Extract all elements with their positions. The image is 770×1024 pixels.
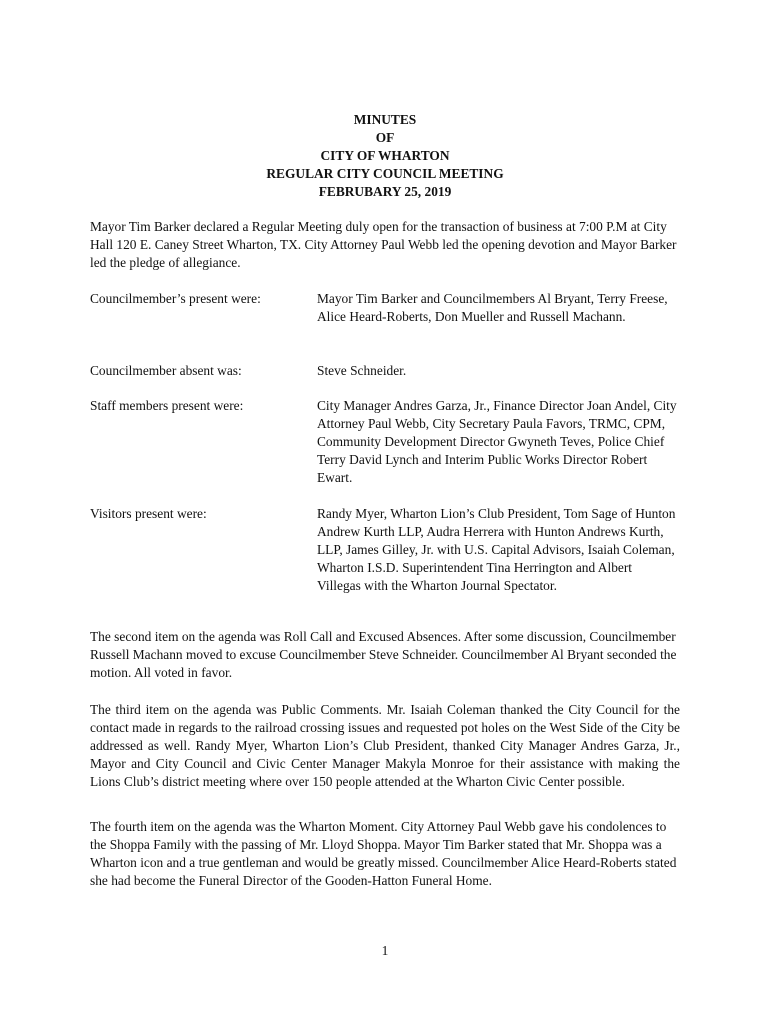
attendance-label: Staff members present were: [90, 398, 244, 413]
attendance-label: Councilmember absent was: [90, 363, 242, 378]
attendance-value: Steve Schneider. [317, 363, 407, 378]
intro-paragraph: Mayor Tim Barker declared a Regular Meeting duly open for the transaction of business at 7:00 P.M at City Hall 120 E. Caney Street Wharton, TX. City Attorney Paul Webb led the opening devotion and Mayor Barker led the pledge of allegiance. [90, 219, 677, 270]
attendance-value: Randy Myer, Wharton Lion’s Club President, Tom Sage of Hunton Andrew Kurth LLP, Audra Herrera with Hunton Andrews Kurth, LLP, James Gilley, Jr. with U.S. Capital Advisors, Isaiah Coleman, Wharton I.S.D. Superintendent Tina Herrington and Albert Villegas with the Wharton Journal Spectator. [317, 506, 676, 593]
fourth-item-paragraph: The fourth item on the agenda was the Wharton Moment. City Attorney Paul Webb gave his condolences to the Shoppa Family with the passing of Mr. Lloyd Shoppa. Mayor Tim Barker stated that Mr. Shoppa was a Wharton icon and a true gentleman and would be greatly missed. Councilmember Alice Heard-Roberts stated she had become the Funeral Director of the Gooden-Hatton Funeral Home. [90, 819, 677, 888]
page-number: 1 [381, 943, 389, 958]
attendance-label: Councilmember’s present were: [90, 291, 261, 306]
minutes-heading [0, 111, 770, 201]
attendance-label: Visitors present were: [90, 506, 207, 521]
heading-line-date: FEBRUBARY 25, 2019 [318, 184, 452, 199]
attendance-value: Mayor Tim Barker and Councilmembers Al Bryant, Terry Freese, Alice Heard-Roberts, Don Mueller and Russell Machann. [317, 291, 668, 324]
heading-line-meeting-type: REGULAR CITY COUNCIL MEETING [266, 166, 504, 181]
attendance-value: City Manager Andres Garza, Jr., Finance Director Joan Andel, City Attorney Paul Webb, City Secretary Paula Favors, TRMC, CPM, Community Development Director Gwyneth Teves, Police Chief Terry David Lynch and Interim Public Works Director Robert Ewart. [317, 398, 677, 485]
heading-line-of: OF [375, 130, 395, 145]
heading-line-city: CITY OF WHARTON [320, 148, 450, 163]
second-item-paragraph: The second item on the agenda was Roll Call and Excused Absences. After some discussion, Councilmember Russell Machann moved to excuse Councilmember Steve Schneider. Councilmember Al Bryant seconded the motion. All voted in favor. [90, 629, 677, 680]
third-item-paragraph: The third item on the agenda was Public Comments. Mr. Isaiah Coleman thanked the City Council for the contact made in regards to the railroad crossing issues and requested pot holes on the West Side of the City be addressed as well. Randy Myer, Wharton Lion’s Club President, thanked City Manager Andres Garza, Jr., Mayor and City Council and Civic Center Manager Makyla Monroe for their assistance with making the Lions Club’s district meeting where over 150 people attended at the Wharton Civic Center possible. [90, 702, 680, 789]
heading-line-minutes: MINUTES [353, 112, 417, 127]
